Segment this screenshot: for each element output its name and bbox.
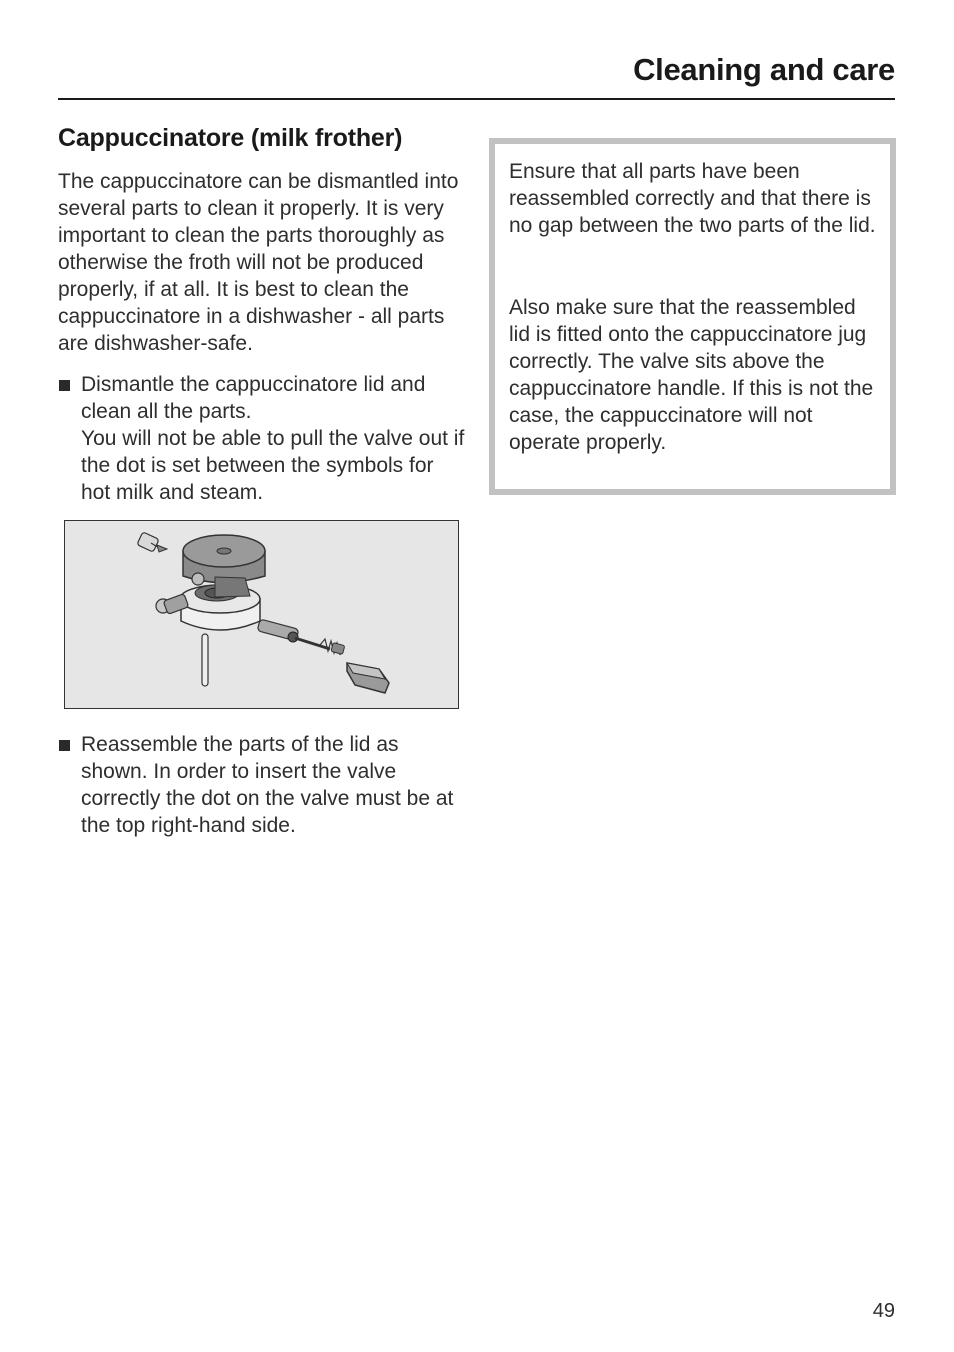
section-title: Cleaning and care — [633, 52, 895, 87]
header-rule — [58, 98, 895, 100]
nozzle-part — [137, 532, 167, 552]
cappuccinatore-parts-illustration — [64, 520, 459, 709]
intro-paragraph: The cappuccinatore can be dismantled into several parts to clean it properly. It is very important to clean the parts thoroughly as otherwise the froth will not be produced properly, if at all. It is best to clean the cappuccinatore in a dishwasher - all parts are dishwasher-safe. — [58, 170, 459, 355]
step-1-text: Dismantle the cappuccinatore lid and clean all the parts. — [81, 373, 426, 423]
suction-tube — [202, 634, 208, 686]
handle-cap — [347, 663, 389, 693]
valve-part — [257, 619, 345, 655]
bullet-square-icon — [59, 740, 70, 751]
bullet-square-icon — [59, 380, 70, 391]
step-1 — [58, 371, 468, 506]
lid-body — [180, 535, 265, 630]
exploded-lid-diagram — [65, 521, 458, 708]
page-number: 49 — [872, 1300, 895, 1322]
step-1-note: You will not be able to pull the valve out if the dot is set between the symbols for hot milk and steam. — [81, 427, 465, 504]
note-paragraph-2: Also make sure that the reassembled lid is fitted onto the cappuccinatore jug correctly. The valve sits above the cappuccinatore handle. If this is not the case, the cappuccinatore will not operate properly. — [509, 296, 874, 454]
subheading: Cappuccinatore (milk frother) — [58, 124, 403, 152]
step-2-text: Reassemble the parts of the lid as shown. In order to insert the valve correctly the dot on the valve must be at the top right-hand side. — [81, 733, 454, 837]
left-column — [58, 124, 468, 839]
warning-note-box — [489, 138, 896, 495]
note-paragraph-1: Ensure that all parts have been reassembled correctly and that there is no gap between the two parts of the lid. — [509, 160, 876, 237]
step-2 — [58, 731, 468, 839]
